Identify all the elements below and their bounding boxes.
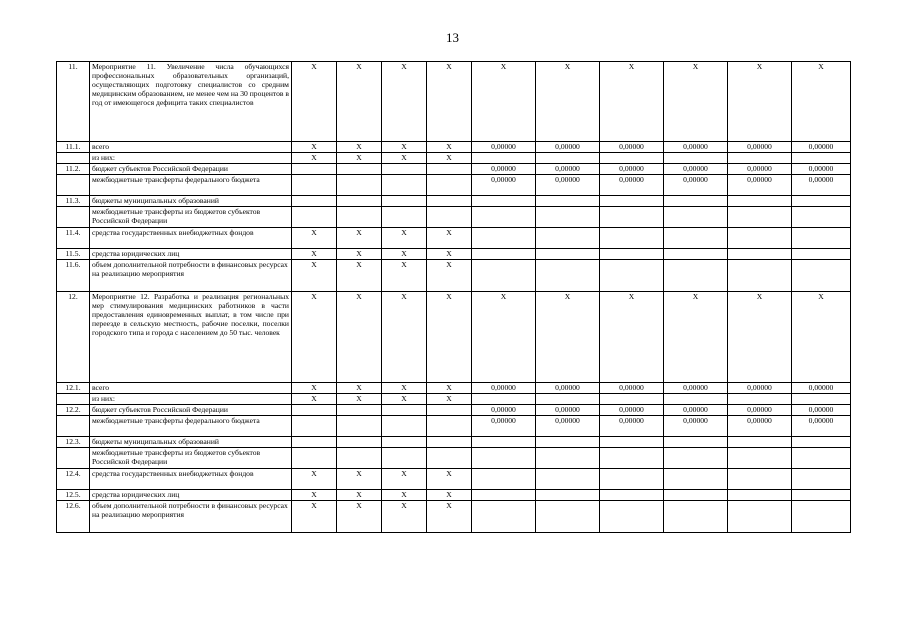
value-cell: 0,00000	[728, 405, 792, 416]
row-number	[57, 394, 90, 405]
value-cell	[427, 175, 472, 196]
value-cell	[664, 469, 728, 490]
value-cell	[472, 469, 536, 490]
value-cell: X	[536, 292, 600, 383]
value-cell: X	[292, 383, 337, 394]
value-cell	[728, 228, 792, 249]
value-cell: 0,00000	[728, 383, 792, 394]
value-cell	[600, 228, 664, 249]
value-cell	[337, 207, 382, 228]
value-cell	[427, 416, 472, 437]
value-cell: 0,00000	[536, 142, 600, 153]
value-cell: X	[382, 228, 427, 249]
value-cell	[472, 501, 536, 533]
table-row	[57, 490, 851, 501]
value-cell: X	[292, 249, 337, 260]
row-name: из них:	[90, 394, 292, 405]
value-cell	[427, 207, 472, 228]
value-cell	[427, 405, 472, 416]
value-cell: X	[427, 490, 472, 501]
value-cell: 0,00000	[728, 142, 792, 153]
value-cell: X	[337, 490, 382, 501]
value-cell: 0,00000	[536, 164, 600, 175]
value-cell: 0,00000	[600, 416, 664, 437]
value-cell: 0,00000	[472, 383, 536, 394]
value-cell	[536, 437, 600, 448]
value-cell: X	[427, 469, 472, 490]
value-cell	[600, 207, 664, 228]
value-cell: 0,00000	[600, 175, 664, 196]
value-cell	[792, 437, 851, 448]
row-number: 11.3.	[57, 196, 90, 207]
table-row	[57, 501, 851, 533]
table-body	[57, 62, 851, 533]
value-cell: 0,00000	[664, 175, 728, 196]
row-number	[57, 416, 90, 437]
value-cell	[472, 207, 536, 228]
value-cell: 0,00000	[600, 405, 664, 416]
value-cell: X	[728, 292, 792, 383]
value-cell: X	[382, 394, 427, 405]
row-number: 12.	[57, 292, 90, 383]
value-cell: X	[472, 62, 536, 142]
value-cell: X	[337, 142, 382, 153]
value-cell: 0,00000	[472, 142, 536, 153]
value-cell	[536, 501, 600, 533]
value-cell: X	[792, 62, 851, 142]
value-cell	[728, 469, 792, 490]
value-cell	[792, 196, 851, 207]
value-cell	[600, 437, 664, 448]
value-cell	[292, 405, 337, 416]
table-row	[57, 416, 851, 437]
table-row	[57, 260, 851, 292]
row-name: межбюджетные трансферты федерального бюджета	[90, 175, 292, 196]
page-number: 13	[446, 30, 459, 45]
value-cell: X	[337, 260, 382, 292]
table-row	[57, 62, 851, 142]
value-cell: X	[427, 249, 472, 260]
value-cell: X	[427, 153, 472, 164]
table-row	[57, 196, 851, 207]
value-cell	[472, 228, 536, 249]
value-cell	[472, 490, 536, 501]
value-cell: X	[382, 469, 427, 490]
value-cell: 0,00000	[600, 383, 664, 394]
table-row	[57, 437, 851, 448]
value-cell	[664, 490, 728, 501]
value-cell	[728, 153, 792, 164]
value-cell	[728, 249, 792, 260]
value-cell	[792, 394, 851, 405]
value-cell: 0,00000	[728, 416, 792, 437]
row-number: 12.1.	[57, 383, 90, 394]
value-cell	[600, 249, 664, 260]
value-cell: X	[337, 62, 382, 142]
value-cell: X	[292, 260, 337, 292]
row-number: 12.4.	[57, 469, 90, 490]
value-cell	[472, 260, 536, 292]
value-cell	[292, 207, 337, 228]
value-cell	[337, 416, 382, 437]
value-cell	[337, 164, 382, 175]
table-row	[57, 175, 851, 196]
value-cell	[382, 175, 427, 196]
value-cell	[728, 394, 792, 405]
value-cell: X	[427, 62, 472, 142]
table-row	[57, 142, 851, 153]
value-cell	[600, 153, 664, 164]
value-cell: X	[382, 62, 427, 142]
row-name: объем дополнительной потребности в финансовых ресурсах на реализацию мероприятия	[90, 501, 292, 533]
value-cell: X	[664, 292, 728, 383]
value-cell: 0,00000	[536, 175, 600, 196]
value-cell: X	[427, 260, 472, 292]
value-cell: 0,00000	[472, 405, 536, 416]
value-cell	[600, 448, 664, 469]
value-cell	[536, 448, 600, 469]
value-cell: 0,00000	[536, 383, 600, 394]
value-cell: 0,00000	[600, 164, 664, 175]
value-cell	[664, 501, 728, 533]
value-cell	[472, 196, 536, 207]
value-cell	[792, 207, 851, 228]
value-cell: X	[292, 292, 337, 383]
value-cell	[792, 490, 851, 501]
row-name: бюджет субъектов Российской Федерации	[90, 164, 292, 175]
value-cell: X	[382, 292, 427, 383]
value-cell	[664, 448, 728, 469]
value-cell: 0,00000	[664, 142, 728, 153]
value-cell	[427, 448, 472, 469]
value-cell	[427, 196, 472, 207]
value-cell: 0,00000	[792, 175, 851, 196]
value-cell	[664, 207, 728, 228]
value-cell	[292, 196, 337, 207]
value-cell: X	[536, 62, 600, 142]
value-cell: X	[382, 260, 427, 292]
value-cell	[792, 153, 851, 164]
row-name: межбюджетные трансферты из бюджетов субъектов Российской Федерации	[90, 207, 292, 228]
value-cell	[427, 164, 472, 175]
value-cell	[292, 416, 337, 437]
value-cell: X	[600, 62, 664, 142]
value-cell	[600, 394, 664, 405]
value-cell	[536, 394, 600, 405]
value-cell	[536, 228, 600, 249]
value-cell: 0,00000	[792, 383, 851, 394]
value-cell	[792, 249, 851, 260]
table-row	[57, 448, 851, 469]
row-number: 12.2.	[57, 405, 90, 416]
row-name: из них:	[90, 153, 292, 164]
value-cell: X	[792, 292, 851, 383]
value-cell	[472, 437, 536, 448]
value-cell	[536, 207, 600, 228]
value-cell	[600, 196, 664, 207]
value-cell	[472, 153, 536, 164]
value-cell: X	[292, 142, 337, 153]
value-cell	[536, 153, 600, 164]
value-cell	[382, 207, 427, 228]
value-cell	[337, 405, 382, 416]
value-cell	[600, 490, 664, 501]
row-name: средства государственных внебюджетных фондов	[90, 228, 292, 249]
value-cell: X	[427, 383, 472, 394]
row-name: бюджет субъектов Российской Федерации	[90, 405, 292, 416]
table-row	[57, 394, 851, 405]
value-cell	[600, 469, 664, 490]
value-cell	[664, 249, 728, 260]
value-cell	[536, 249, 600, 260]
value-cell: 0,00000	[600, 142, 664, 153]
row-number: 11.4.	[57, 228, 90, 249]
value-cell: X	[292, 501, 337, 533]
value-cell: X	[337, 292, 382, 383]
value-cell	[382, 196, 427, 207]
row-number: 12.6.	[57, 501, 90, 533]
value-cell	[664, 437, 728, 448]
value-cell	[728, 196, 792, 207]
table-row	[57, 383, 851, 394]
value-cell: 0,00000	[472, 416, 536, 437]
value-cell	[728, 207, 792, 228]
value-cell	[536, 490, 600, 501]
value-cell: X	[664, 62, 728, 142]
value-cell	[792, 260, 851, 292]
value-cell	[337, 437, 382, 448]
value-cell: X	[337, 501, 382, 533]
value-cell	[382, 405, 427, 416]
row-number	[57, 207, 90, 228]
table-row	[57, 292, 851, 383]
row-number: 12.3.	[57, 437, 90, 448]
value-cell: 0,00000	[792, 142, 851, 153]
value-cell	[664, 196, 728, 207]
value-cell: X	[292, 228, 337, 249]
table-row	[57, 405, 851, 416]
value-cell: 0,00000	[728, 164, 792, 175]
value-cell: 0,00000	[472, 175, 536, 196]
value-cell	[472, 448, 536, 469]
value-cell	[664, 260, 728, 292]
table-row	[57, 469, 851, 490]
table-row	[57, 228, 851, 249]
value-cell	[337, 175, 382, 196]
value-cell: 0,00000	[792, 416, 851, 437]
value-cell: X	[292, 153, 337, 164]
value-cell	[382, 164, 427, 175]
value-cell: X	[382, 490, 427, 501]
table-row	[57, 164, 851, 175]
value-cell: X	[600, 292, 664, 383]
value-cell	[292, 448, 337, 469]
value-cell	[792, 448, 851, 469]
value-cell	[600, 260, 664, 292]
value-cell: 0,00000	[472, 164, 536, 175]
row-name: бюджеты муниципальных образований	[90, 437, 292, 448]
value-cell: X	[337, 153, 382, 164]
row-number	[57, 153, 90, 164]
value-cell: X	[382, 153, 427, 164]
value-cell	[792, 501, 851, 533]
value-cell: X	[382, 142, 427, 153]
value-cell	[664, 394, 728, 405]
row-name: межбюджетные трансферты федерального бюджета	[90, 416, 292, 437]
row-number: 11.1.	[57, 142, 90, 153]
value-cell	[536, 196, 600, 207]
row-name: всего	[90, 142, 292, 153]
value-cell	[728, 448, 792, 469]
value-cell: X	[472, 292, 536, 383]
row-name: бюджеты муниципальных образований	[90, 196, 292, 207]
value-cell	[292, 175, 337, 196]
value-cell: X	[382, 383, 427, 394]
row-name: средства юридических лиц	[90, 490, 292, 501]
value-cell	[792, 469, 851, 490]
value-cell	[728, 437, 792, 448]
value-cell	[536, 260, 600, 292]
value-cell: 0,00000	[664, 383, 728, 394]
value-cell: 0,00000	[536, 405, 600, 416]
value-cell	[337, 196, 382, 207]
value-cell: X	[382, 249, 427, 260]
value-cell	[382, 448, 427, 469]
row-name: межбюджетные трансферты из бюджетов субъектов Российской Федерации	[90, 448, 292, 469]
value-cell: X	[427, 394, 472, 405]
value-cell	[337, 448, 382, 469]
value-cell	[536, 469, 600, 490]
value-cell: 0,00000	[664, 416, 728, 437]
value-cell	[472, 249, 536, 260]
value-cell: X	[337, 469, 382, 490]
value-cell	[664, 228, 728, 249]
row-name: Мероприятие 11. Увеличение числа обучающихся профессиональных образовательных организаций, осуществляющих подготовку специалистов со средним медицинским образованием, не менее чем на 30 процентов в год от имеющегося дефицита таких специалистов	[90, 62, 292, 142]
value-cell	[382, 416, 427, 437]
value-cell: X	[427, 228, 472, 249]
value-cell	[427, 437, 472, 448]
table-row	[57, 249, 851, 260]
value-cell: 0,00000	[664, 164, 728, 175]
table-row	[57, 207, 851, 228]
row-number: 11.2.	[57, 164, 90, 175]
value-cell	[600, 501, 664, 533]
value-cell: X	[337, 228, 382, 249]
value-cell: X	[337, 383, 382, 394]
value-cell	[728, 490, 792, 501]
budget-table	[56, 61, 851, 533]
row-name: всего	[90, 383, 292, 394]
value-cell: X	[292, 62, 337, 142]
value-cell: X	[292, 469, 337, 490]
value-cell: X	[382, 501, 427, 533]
value-cell: 0,00000	[536, 416, 600, 437]
row-number: 12.5.	[57, 490, 90, 501]
row-name: объем дополнительной потребности в финансовых ресурсах на реализацию мероприятия	[90, 260, 292, 292]
row-number	[57, 175, 90, 196]
value-cell	[292, 437, 337, 448]
value-cell: X	[292, 394, 337, 405]
value-cell	[728, 260, 792, 292]
row-number: 11.	[57, 62, 90, 142]
value-cell: 0,00000	[664, 405, 728, 416]
value-cell	[472, 394, 536, 405]
value-cell	[382, 437, 427, 448]
value-cell: X	[337, 394, 382, 405]
value-cell: 0,00000	[728, 175, 792, 196]
row-name: Мероприятие 12. Разработка и реализация региональных мер стимулирования медицинских работников в части предоставления единовременных выплат, в том числе при переезде в сельскую местность, рабочие поселки, поселки городского типа и города с населением до 50 тыс. человек	[90, 292, 292, 383]
table-row	[57, 153, 851, 164]
value-cell	[664, 153, 728, 164]
value-cell: X	[427, 501, 472, 533]
value-cell: X	[337, 249, 382, 260]
row-number: 11.5.	[57, 249, 90, 260]
value-cell	[728, 501, 792, 533]
row-number	[57, 448, 90, 469]
value-cell: X	[728, 62, 792, 142]
value-cell: X	[427, 292, 472, 383]
value-cell: 0,00000	[792, 405, 851, 416]
row-number: 11.6.	[57, 260, 90, 292]
value-cell: X	[292, 490, 337, 501]
value-cell	[292, 164, 337, 175]
value-cell: X	[427, 142, 472, 153]
row-name: средства юридических лиц	[90, 249, 292, 260]
value-cell: 0,00000	[792, 164, 851, 175]
value-cell	[792, 228, 851, 249]
row-name: средства государственных внебюджетных фондов	[90, 469, 292, 490]
